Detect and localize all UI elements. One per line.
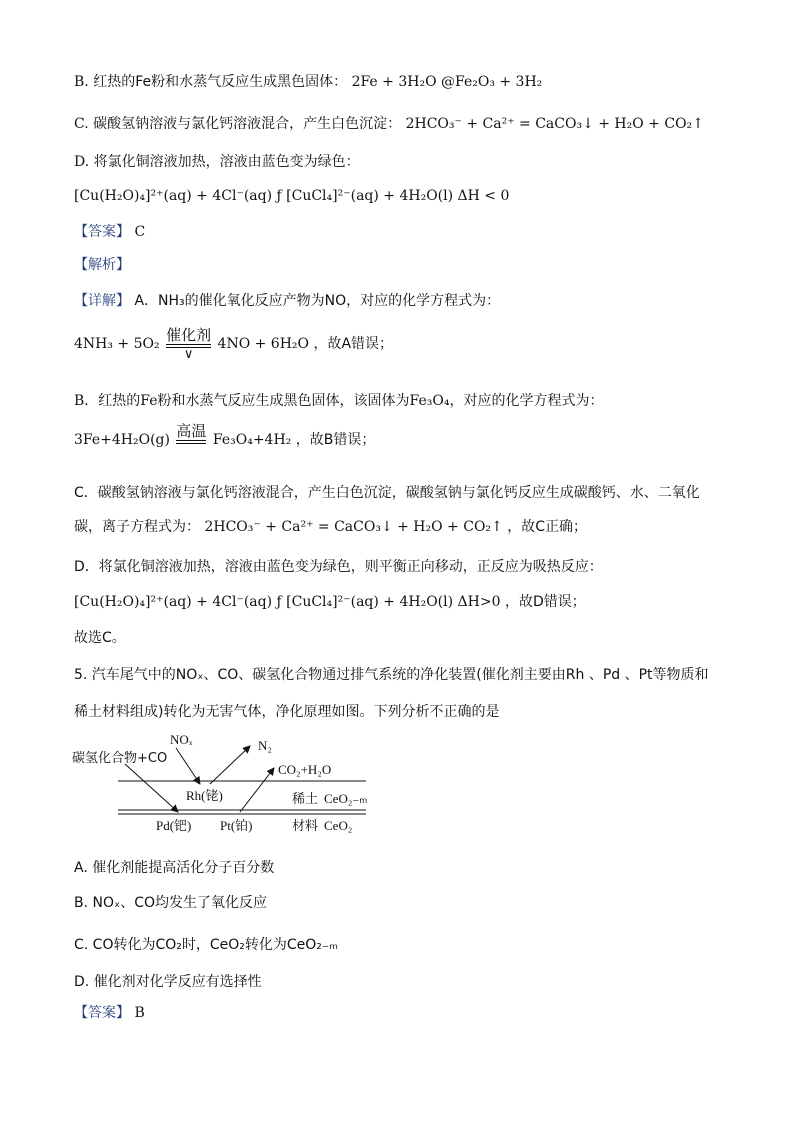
- detail-b-eq-right: Fe₃O₄+4H₂: [212, 432, 292, 448]
- label-rare-earth: 稀土: [292, 792, 319, 807]
- option-c-equation: 2HCO₃⁻ + Ca²⁺ = CaCO₃↓ + H₂O + CO₂↑: [405, 116, 704, 132]
- detail-c-line-2: [74, 517, 587, 537]
- question-5-option-c: C. CO转化为CO₂时，CeO₂转化为CeO₂₋ₘ: [74, 937, 339, 953]
- option-d: [74, 152, 360, 172]
- detail-a-eq-left: 4NH₃ + 5O₂: [74, 336, 160, 352]
- conclusion: 故选C。: [74, 630, 126, 646]
- detail-d-eq-line: [74, 592, 586, 612]
- detail-a-condition: [166, 326, 211, 362]
- option-d-prefix: D.: [74, 154, 90, 170]
- option-d-equation: [Cu(H₂O)₄]²⁺(aq) + 4Cl⁻(aq) ƒ [CuCl₄]²⁻(aq) + 4H₂O(l) ΔH < 0: [74, 188, 510, 204]
- detail-d-equation: [Cu(H₂O)₄]²⁺(aq) + 4Cl⁻(aq) ƒ [CuCl₄]²⁻(aq) + 4H₂O(l) ΔH>0: [74, 594, 501, 610]
- answer-2-line: [74, 1003, 145, 1023]
- detail-c-text-1: C．碳酸氢钠溶液与氯化钙溶液混合，产生白色沉淀，碳酸氢钠与氯化钙反应生成碳酸钙、水、二氧化: [74, 485, 700, 501]
- detail-a-intro: [74, 291, 500, 311]
- detail-b-equation: [74, 422, 375, 458]
- option-b-equation: 2Fe + 3H₂O @Fe₂O₃ + 3H₂: [351, 74, 543, 90]
- label-ceo2-m: CeO₂₋ₘ: [324, 791, 368, 806]
- catalyst-label: 催化剂: [166, 326, 212, 344]
- label-n2: N₂: [258, 738, 272, 753]
- detail-b-condition: [176, 422, 206, 458]
- option-c-text: 碳酸氢钠溶液与氯化钙溶液混合，产生白色沉淀：: [93, 116, 402, 132]
- label-co2-h2o: CO₂+H₂O: [278, 762, 332, 777]
- answer-2-tag: 【答案】: [74, 1005, 130, 1021]
- arrow-nox-to-rh: [176, 748, 200, 784]
- detail-a-equation: [74, 326, 393, 362]
- option-b: [74, 72, 542, 92]
- detail-b-eq-left: 3Fe+4H₂O(g): [74, 432, 170, 448]
- option-b-text: 红热的Fe粉和水蒸气反应生成黑色固体：: [93, 74, 348, 90]
- label-nox: NOₓ: [170, 732, 193, 747]
- heat-symbol: ∨: [183, 347, 194, 362]
- catalytic-converter-diagram: [70, 726, 380, 844]
- detail-c-end: ，故C正确；: [507, 519, 588, 535]
- question-5-option-d: D. 催化剂对化学反应有选择性: [74, 974, 262, 990]
- analysis-tag: 【解析】: [74, 257, 130, 273]
- label-pt: Pt(铂): [220, 818, 253, 833]
- detail-a-end: ，故A错误；: [313, 336, 394, 352]
- label-pd: Pd(钯): [156, 818, 192, 833]
- answer-tag: 【答案】: [74, 224, 130, 240]
- option-d-text: 将氯化铜溶液加热，溶液由蓝色变为绿色：: [93, 154, 360, 170]
- question-5-line-1: 5. 汽车尾气中的NOₓ、CO、碳氢化合物通过排气系统的净化装置(催化剂主要由Rh 、Pd 、Pt等物质和: [74, 667, 709, 683]
- detail-tag: 【详解】: [74, 293, 130, 309]
- arrow-rh-to-n2: [210, 746, 250, 784]
- question-5-option-a: A. 催化剂能提高活化分子百分数: [74, 860, 275, 876]
- high-temp-label: 高温: [176, 422, 207, 440]
- question-5-option-b: B. NOₓ、CO均发生了氧化反应: [74, 895, 268, 911]
- question-5-line-2: 稀土材料组成)转化为无害气体，净化原理如图。下列分析不正确的是: [74, 704, 500, 720]
- label-rh: Rh(铑): [186, 788, 223, 803]
- arrow-hc-to-pd: [125, 764, 178, 812]
- answer-2-value: B: [134, 1005, 145, 1021]
- arrow-pt-to-co2: [240, 768, 274, 812]
- label-ceo2: CeO₂: [324, 818, 353, 833]
- detail-c-text-2: 碳，离子方程式为：: [74, 519, 200, 535]
- answer-value: C: [134, 224, 146, 240]
- answer-line: [74, 222, 145, 242]
- detail-a-eq-right: 4NO + 6H₂O: [217, 336, 310, 352]
- option-c-prefix: C.: [74, 116, 89, 132]
- detail-d-text: D．将氯化铜溶液加热，溶液由蓝色变为绿色，则平衡正向移动，正反应为吸热反应：: [74, 559, 603, 575]
- label-hydrocarbon-co: 碳氢化合物+CO: [72, 751, 168, 766]
- detail-a-text: A．NH₃的催化氧化反应产物为NO，对应的化学方程式为：: [134, 293, 501, 309]
- label-material: 材料: [292, 819, 319, 834]
- detail-b-end: ，故B错误；: [295, 432, 376, 448]
- detail-b-text: B．红热的Fe粉和水蒸气反应生成黑色固体，该固体为Fe₃O₄，对应的化学方程式为：: [74, 393, 604, 409]
- option-b-prefix: B.: [74, 74, 89, 90]
- detail-d-end: ，故D错误；: [504, 594, 586, 610]
- detail-c-equation: 2HCO₃⁻ + Ca²⁺ = CaCO₃↓ + H₂O + CO₂↑: [204, 519, 503, 535]
- option-c: [74, 114, 704, 134]
